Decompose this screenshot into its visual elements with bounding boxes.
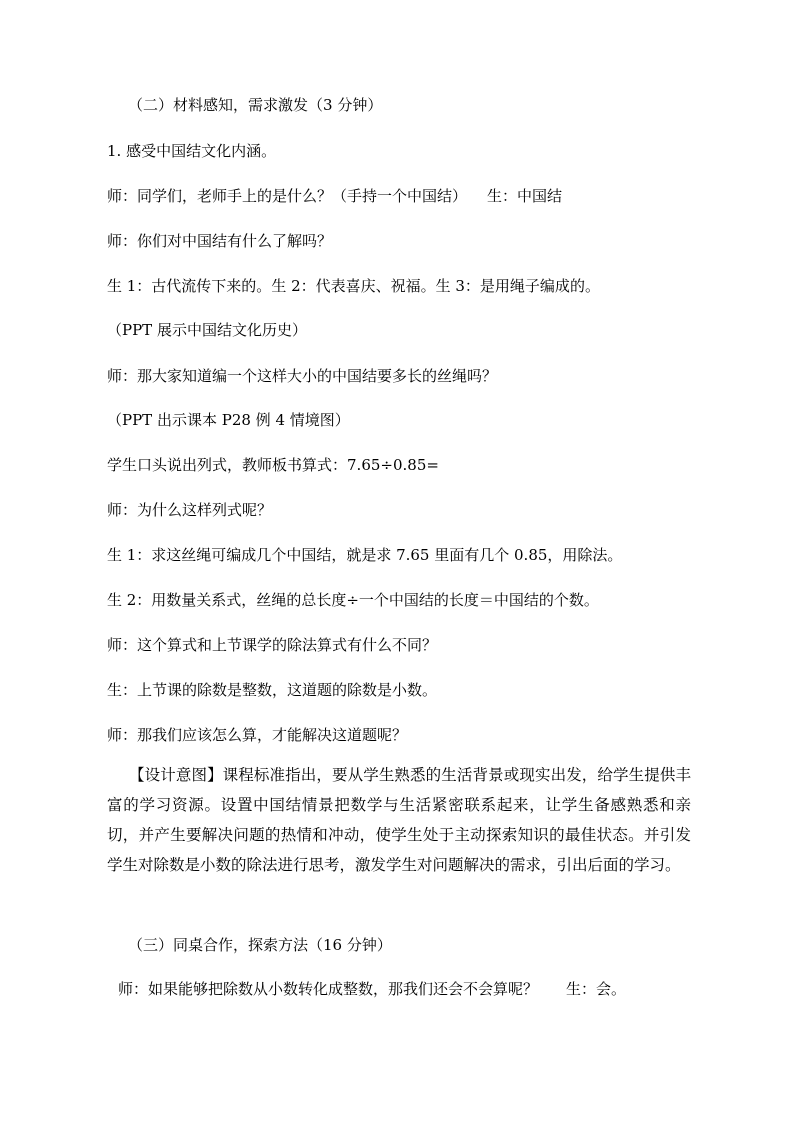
student-answer: 生：中国结 — [487, 187, 563, 205]
design-intent-paragraph: 【设计意图】课程标准指出，要从学生熟悉的生活背景或现实出发，给学生提供丰富的学习资源。设置中国结情景把数学与生活紧密联系起来，让学生备感熟悉和亲切，并产生要解决问题的热情和冲动，使学生处于主动探索知识的最佳状态。并引发学生对除数是小数的除法进行思考，激发学生对问题解决的需求，引出后面的学习。 — [107, 766, 691, 874]
dialogue-line-7: 师：那大家知道编一个这样大小的中国结要多长的丝绳吗？ — [107, 367, 498, 385]
section3-heading: （三）同桌合作，探索方法（16 分钟） — [128, 936, 392, 954]
dialogue-line-13: 师：这个算式和上节课学的除法算式有什么不同？ — [107, 636, 438, 654]
dialogue-line-12: 生 2：用数量关系式，丝绳的总长度÷一个中国结的长度＝中国结的个数。 — [107, 591, 599, 609]
dialogue-line-5: 生 1：古代流传下来的。生 2：代表喜庆、祝福。生 3：是用绳子编成的。 — [107, 277, 600, 295]
student-answer: 生：会。 — [566, 980, 627, 998]
dialogue-line-3 — [107, 186, 562, 206]
teacher-question: 师：如果能够把除数从小数转化成整数，那我们还会不会算呢？ — [118, 980, 539, 998]
dialogue-line-10: 师：为什么这样列式呢？ — [107, 501, 273, 519]
dialogue-line-last — [118, 979, 626, 999]
dialogue-line-9: 学生口头说出列式，教师板书算式：7.65÷0.85= — [107, 456, 439, 474]
dialogue-line-11: 生 1：求这丝绳可编成几个中国结，就是求 7.65 里面有几个 0.85，用除法。 — [107, 546, 623, 564]
ppt-note-2: （PPT 出示课本 P28 例 4 情境图） — [107, 411, 350, 429]
item-1: 1. 感受中国结文化内涵。 — [107, 142, 277, 160]
ppt-note-1: （PPT 展示中国结文化历史） — [107, 321, 307, 339]
section2-heading: （二）材料感知，需求激发（3 分钟） — [128, 96, 383, 114]
teacher-question: 师：同学们，老师手上的是什么？（手持一个中国结） — [107, 187, 468, 205]
dialogue-line-15: 师：那我们应该怎么算，才能解决这道题呢？ — [107, 726, 408, 744]
dialogue-line-4: 师：你们对中国结有什么了解吗？ — [107, 232, 333, 250]
dialogue-line-14: 生：上节课的除数是整数，这道题的除数是小数。 — [107, 681, 438, 699]
